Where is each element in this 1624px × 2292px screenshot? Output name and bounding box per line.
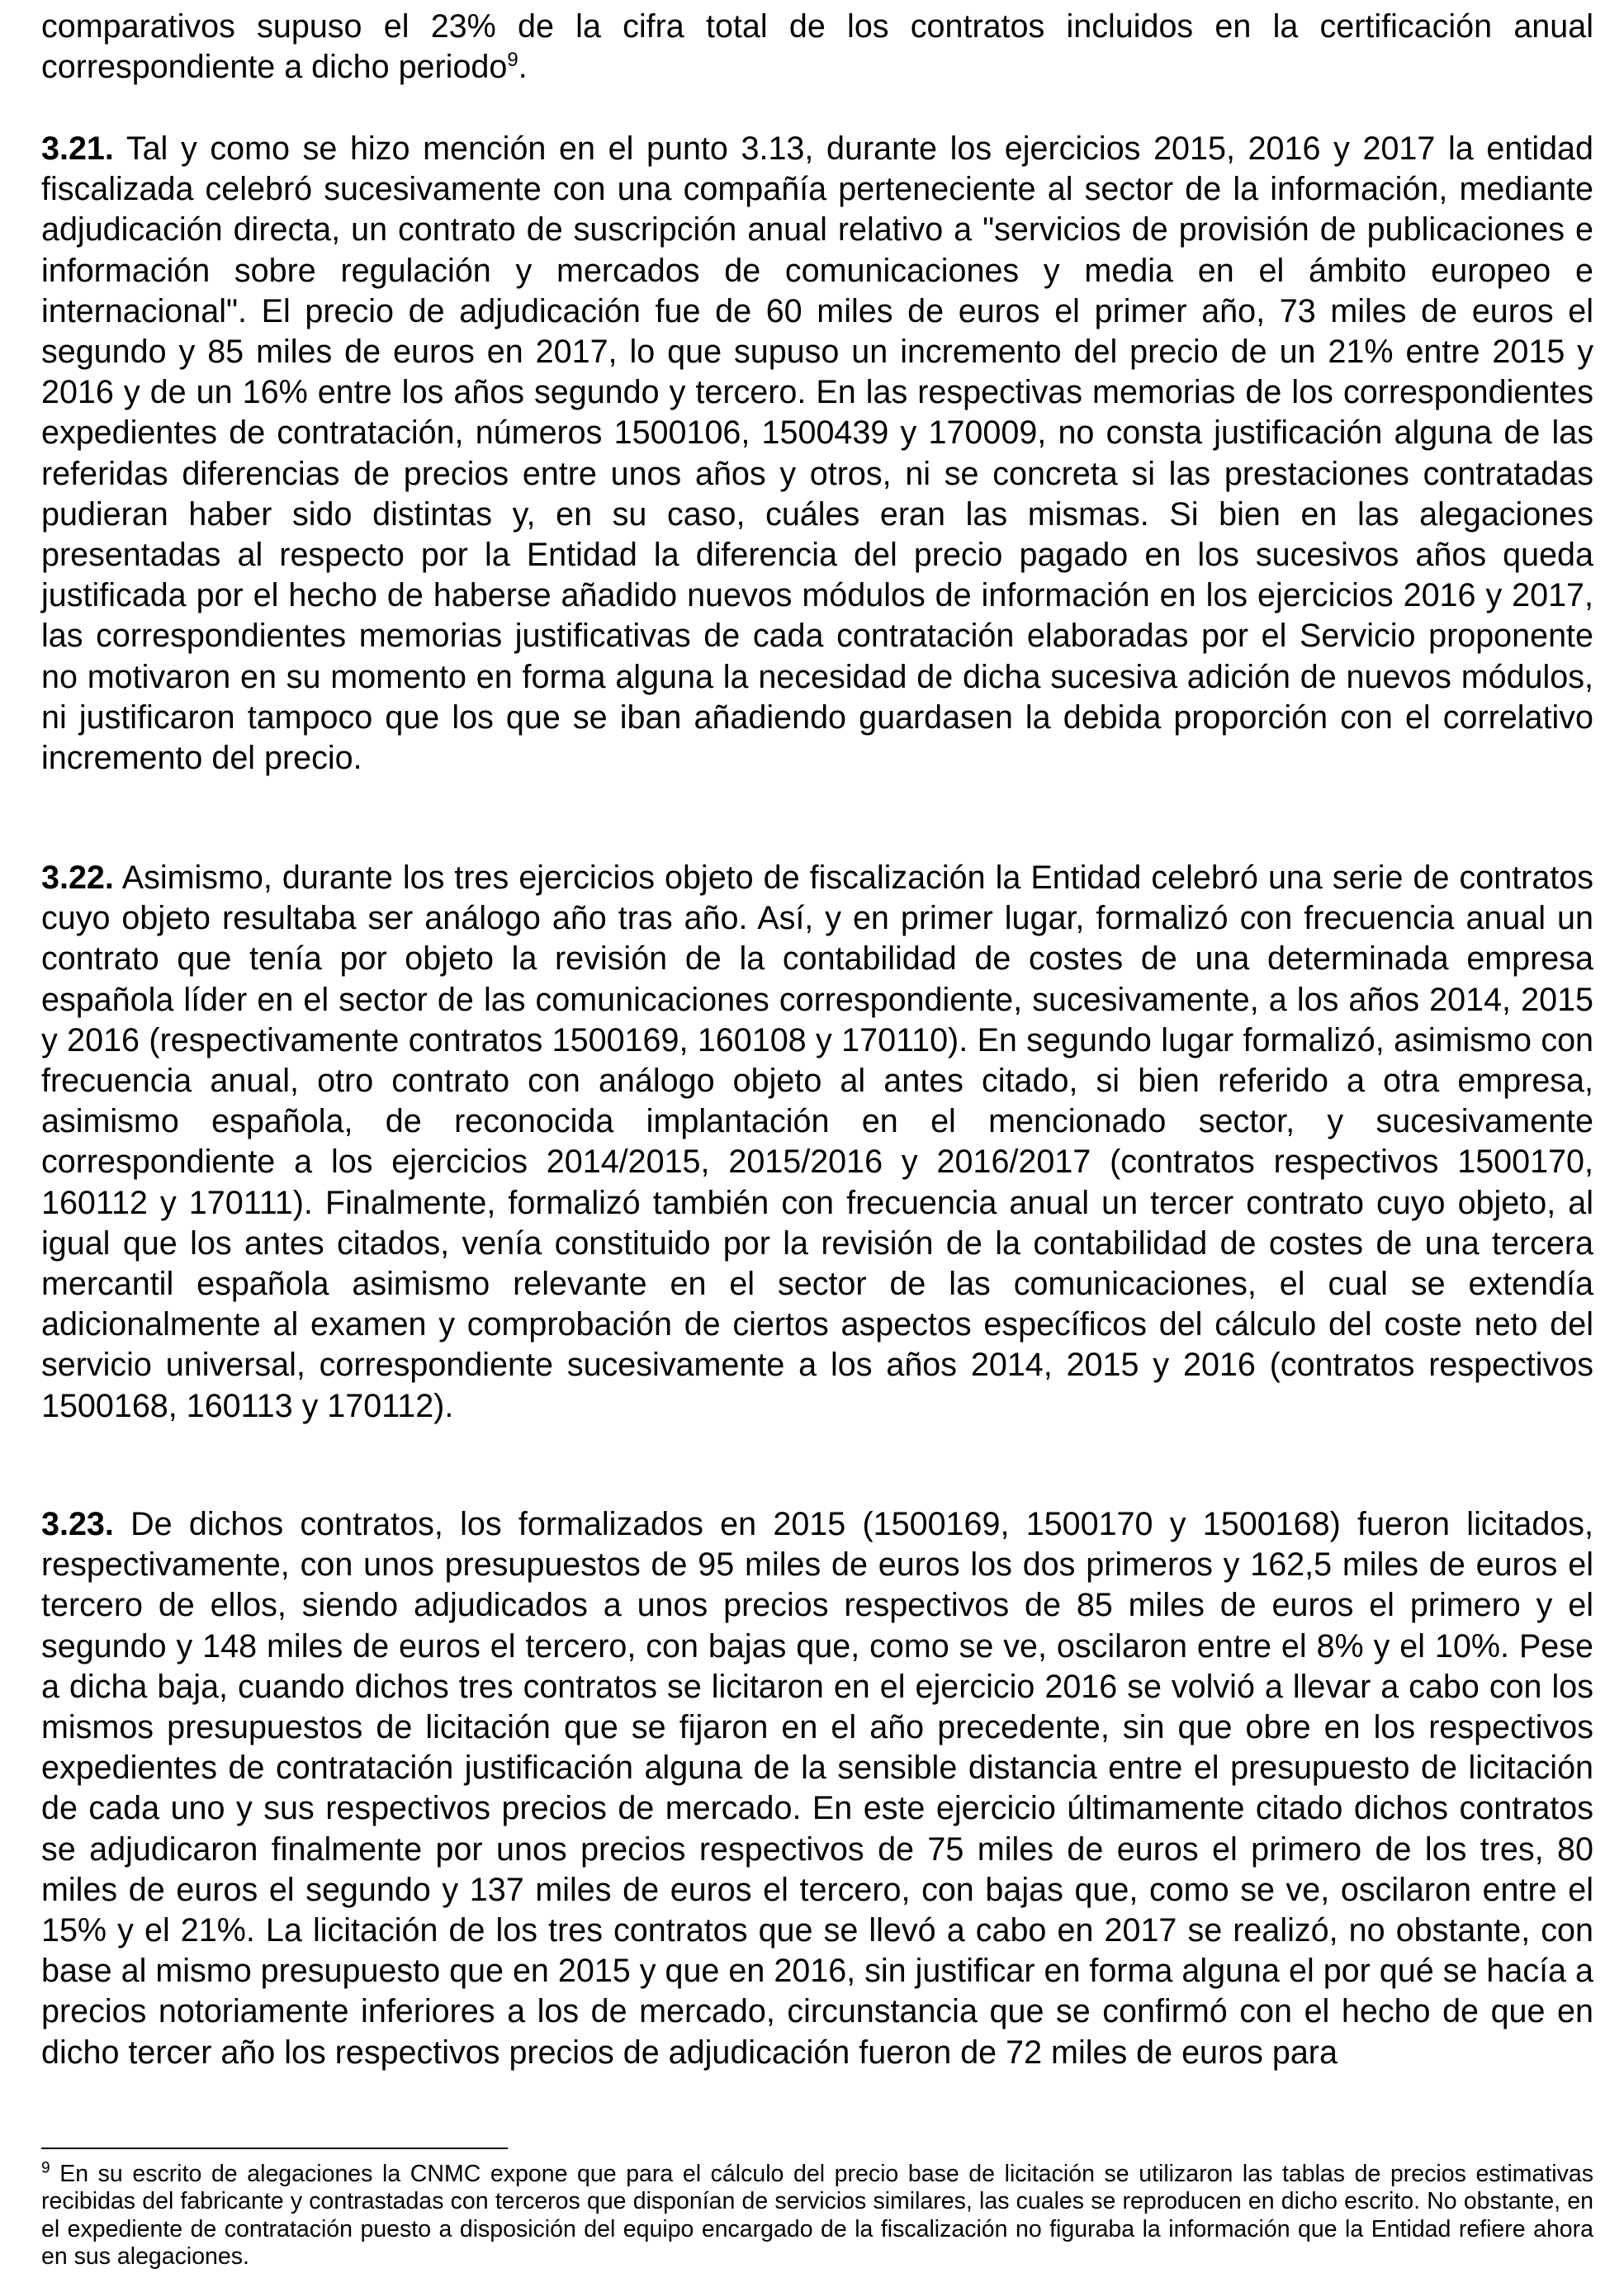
paragraph-3-22 (41, 858, 1593, 1427)
paragraph-text: Tal y como se hizo mención en el punto 3.13, durante los ejercicios 2015, 2016 y 2017 la entidad fiscalizada celebró sucesivamente con una compañía perteneciente al sector de la información, mediante adjudicación directa, un contrato de suscripción anual relativo a "servicios de provisión de publicaciones e información sobre regulación y mercados de comunicaciones y media en el ámbito europeo e internacional". El precio de adjudicación fue de 60 miles de euros el primer año, 73 miles de euros el segundo y 85 miles de euros en 2017, lo que supuso un incremento del precio de un 21% entre 2015 y 2016 y de un 16% entre los años segundo y tercero. En las respectivas memorias de los correspondientes expedientes de contratación, números 1500106, 1500439 y 170009, no consta justificación alguna de las referidas diferencias de precios entre unos años y otros, ni se concreta si las prestaciones contratadas pudieran haber sido distintas y, en su caso, cuáles eran las mismas. Si bien en las alegaciones presentadas al respecto por la Entidad la diferencia del precio pagado en los sucesivos años queda justificada por el hecho de haberse añadido nuevos módulos de información en los ejercicios 2016 y 2017, las correspondientes memorias justificativas de cada contratación elaboradas por el Servicio proponente no motivaron en su momento en forma alguna la necesidad de dicha sucesiva adición de nuevos módulos, ni justificaron tampoco que los que se iban añadiendo guardasen la debida proporción con el correlativo incremento del precio. (41, 130, 1593, 777)
paragraph-text: Asimismo, durante los tres ejercicios objeto de fiscalización la Entidad celebró una serie de contratos cuyo objeto resultaba ser análogo año tras año. Así, y en primer lugar, formalizó con frecuencia anual un contrato que tenía por objeto la revisión de la contabilidad de costes de una determinada empresa española líder en el sector de las comunicaciones correspondiente, sucesivamente, a los años 2014, 2015 y 2016 (respectivamente contratos 1500169, 160108 y 170110). En segundo lugar formalizó, asimismo con frecuencia anual, otro contrato con análogo objeto al antes citado, si bien referido a otra empresa, asimismo española, de reconocida implantación en el mencionado sector, y sucesivamente correspondiente a los ejercicios 2014/2015, 2015/2016 y 2016/2017 (contratos respectivos 1500170, 160112 y 170111). Finalmente, formalizó también con frecuencia anual un tercer contrato cuyo objeto, al igual que los antes citados, venía constituido por la revisión de la contabilidad de costes de una tercera mercantil española asimismo relevante en el sector de las comunicaciones, el cual se extendía adicionalmente al examen y comprobación de ciertos aspectos específicos del cálculo del coste neto del servicio universal, correspondiente sucesivamente a los años 2014, 2015 y 2016 (contratos respectivos 1500168, 160113 y 170112). (41, 860, 1593, 1424)
footnote-reference[interactable]: 9 (507, 49, 518, 72)
paragraph-number: 3.22. (41, 860, 114, 896)
paragraph-number: 3.21. (41, 130, 114, 167)
footnote-marker: 9 (41, 2159, 50, 2177)
paragraph-number: 3.23. (41, 1506, 114, 1542)
footnote-divider (41, 2148, 508, 2149)
paragraph-text: De dichos contratos, los formalizados en 2015 (1500169, 1500170 y 1500168) fueron licitados, respectivamente, con unos presupuestos de 95 miles de euros los dos primeros y 162,5 miles de euros el tercero de ellos, siendo adjudicados a unos precios respectivos de 85 miles de euros el primero y el segundo y 148 miles de euros el tercero, con bajas que, como se ve, oscilaron entre el 8% y el 10%. Pese a dicha baja, cuando dichos tres contratos se licitaron en el ejercicio 2016 se volvió a llevar a cabo con los mismos presupuestos de licitación que se fijaron en el año precedente, sin que obre en los respectivos expedientes de contratación justificación alguna de la sensible distancia entre el presupuesto de licitación de cada uno y sus respectivos precios de mercado. En este ejercicio últimamente citado dichos contratos se adjudicaron finalmente por unos precios respectivos de 75 miles de euros el primero de los tres, 80 miles de euros el segundo y 137 miles de euros el tercero, con bajas que, como se ve, oscilaron entre el 15% y el 21%. La licitación de los tres contratos que se llevó a cabo en 2017 se realizó, no obstante, con base al mismo presupuesto que en 2015 y que en 2016, sin justificar en forma alguna el por qué se hacía a precios notoriamente inferiores a los de mercado, circunstancia que se confirmó con el hecho de que en dicho tercer año los respectivos precios de adjudicación fueron de 72 miles de euros para (41, 1506, 1593, 2071)
intro-text: comparativos supuso el 23% de la cifra total de los contratos incluidos en la certificación anual correspondiente a dicho periodo (41, 8, 1593, 86)
intro-paragraph (41, 7, 1593, 88)
footnote-text: En su escrito de alegaciones la CNMC expone que para el cálculo del precio base de licitación se utilizaron las tablas de precios estimativas recibidas del fabricante y contrastadas con terceros que disponían de servicios similares, las cuales se reproducen en dicho escrito. No obstante, en el expediente de contratación puesto a disposición del equipo encargado de la fiscalización no figuraba la información que la Entidad refiere ahora en sus alegaciones. (41, 2161, 1593, 2270)
intro-period: . (518, 49, 528, 86)
footnote (41, 2161, 1593, 2271)
paragraph-3-23 (41, 1504, 1593, 2073)
paragraph-3-21 (41, 129, 1593, 779)
